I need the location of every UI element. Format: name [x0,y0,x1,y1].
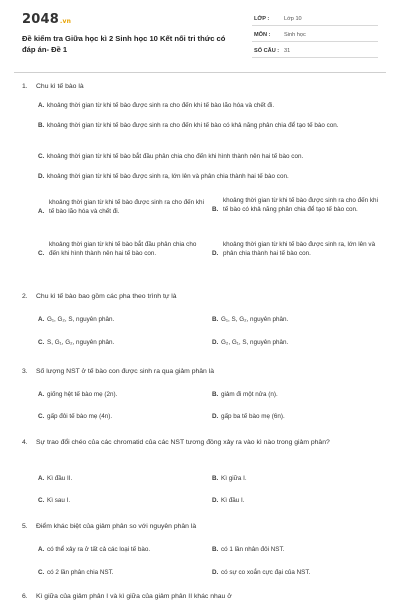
document-title: Đề kiểm tra Giữa học kì 2 Sinh học 10 Kết nối tri thức có đáp án- Đề 1 [22,34,226,54]
question-4 [22,438,382,458]
option-c[interactable]: C. có 2 lần phân chia NST. [38,569,114,576]
option-a-grid[interactable]: A. khoảng thời gian từ khi tế bào được sinh ra cho đến khi tế bào lão hóa và chết đi. [38,199,204,215]
meta-label: MÔN : [254,32,271,38]
question-number: 3. [22,368,28,375]
meta-value: Sinh học [284,32,306,38]
question-1 [22,82,382,92]
option-b[interactable]: B. giảm đi một nửa (n). [212,391,278,398]
option-d[interactable]: D. khoảng thời gian từ khi tế bào được sinh ra, lớn lên và phân chia thành hai tế bào con. [38,173,289,180]
question-text: Số lượng NST ở tế bào con được sinh ra qua giảm phân là [36,368,215,375]
option-b[interactable]: B. Kì giữa I. [212,475,247,482]
question-number: 6. [22,593,28,600]
question-text: Sự trao đổi chéo của các chromatid của các NST tương đồng xảy ra vào kì nào trong giảm phân? [36,439,330,446]
option-d-grid[interactable]: D. khoảng thời gian từ khi tế bào được sinh ra, lớn lên và phân chia thành hai tế bào con. [212,241,376,257]
option-a[interactable]: A. Kì đầu II. [38,475,73,482]
meta-class-row [252,13,378,26]
meta-label: LỚP : [254,16,270,22]
option-b[interactable]: B. G₁, S, G₂, nguyên phân. [212,316,289,323]
question-number: 4. [22,439,28,446]
option-d[interactable]: D. có sự co xoắn cực đại của NST. [212,569,311,576]
meta-value: Lớp 10 [284,16,302,22]
option-c[interactable]: C. khoảng thời gian từ khi tế bào bắt đầu phân chia cho đến khi hình thành nên hai tế bào con. [38,153,304,160]
option-a[interactable]: A. G₁, G₂, S, nguyên phân. [38,316,115,323]
document-header [0,0,400,70]
question-5 [22,522,382,532]
question-text: Kì giữa của giảm phân I và kì giữa của giảm phân II khác nhau ở [36,593,232,600]
meta-count-row [252,45,378,58]
option-c[interactable]: C. S, G₁, G₂, nguyên phân. [38,339,115,346]
option-b[interactable]: B. khoảng thời gian từ khi tế bào được sinh ra cho đến khi tế bào có khả năng phân chia để tạo tế bào con. [38,122,339,129]
option-a[interactable]: A. khoảng thời gian từ khi tế bào được sinh ra cho đến khi tế bào lão hóa và chết đi. [38,102,275,109]
option-c[interactable]: C. Kì sau I. [38,497,71,504]
question-number: 2. [22,293,28,300]
question-text: Điểm khác biệt của giảm phân so với nguyên phân là [36,523,197,530]
question-2 [22,292,382,302]
meta-label: SỐ CÂU : [254,48,280,54]
site-logo[interactable]: 2048.vn [22,12,72,27]
option-a[interactable]: A. giống hệt tế bào mẹ (2n). [38,391,118,398]
question-number: 5. [22,523,28,530]
option-c[interactable]: C. gấp đôi tế bào mẹ (4n). [38,413,113,420]
header-divider [14,72,386,73]
option-d[interactable]: D. Kì đầu I. [212,497,245,504]
option-d[interactable]: D. gấp ba tế bào mẹ (6n). [212,413,285,420]
question-number: 1. [22,83,28,90]
option-d[interactable]: D. G₂, G₁, S, nguyên phân. [212,339,289,346]
meta-subject-row [252,29,378,42]
question-6 [22,592,382,600]
option-c-grid[interactable]: C. khoảng thời gian từ khi tế bào bắt đầu phân chia cho đến khi hình thành nên hai tế bào con. [38,241,197,257]
question-3 [22,367,382,377]
meta-value: 31 [284,48,291,54]
option-b-grid[interactable]: B. khoảng thời gian từ khi tế bào được sinh ra cho đến khi tế bào có khả năng phân chia để tạo tế bào con. [212,197,378,213]
option-b[interactable]: B. có 1 lần nhân đôi NST. [212,546,285,553]
question-text: Chu kì tế bào là [36,83,84,90]
option-a[interactable]: A. có thể xảy ra ở tất cả các loại tế bào. [38,546,151,553]
question-text: Chu kì tế bào bao gồm các pha theo trình tự là [36,293,177,300]
